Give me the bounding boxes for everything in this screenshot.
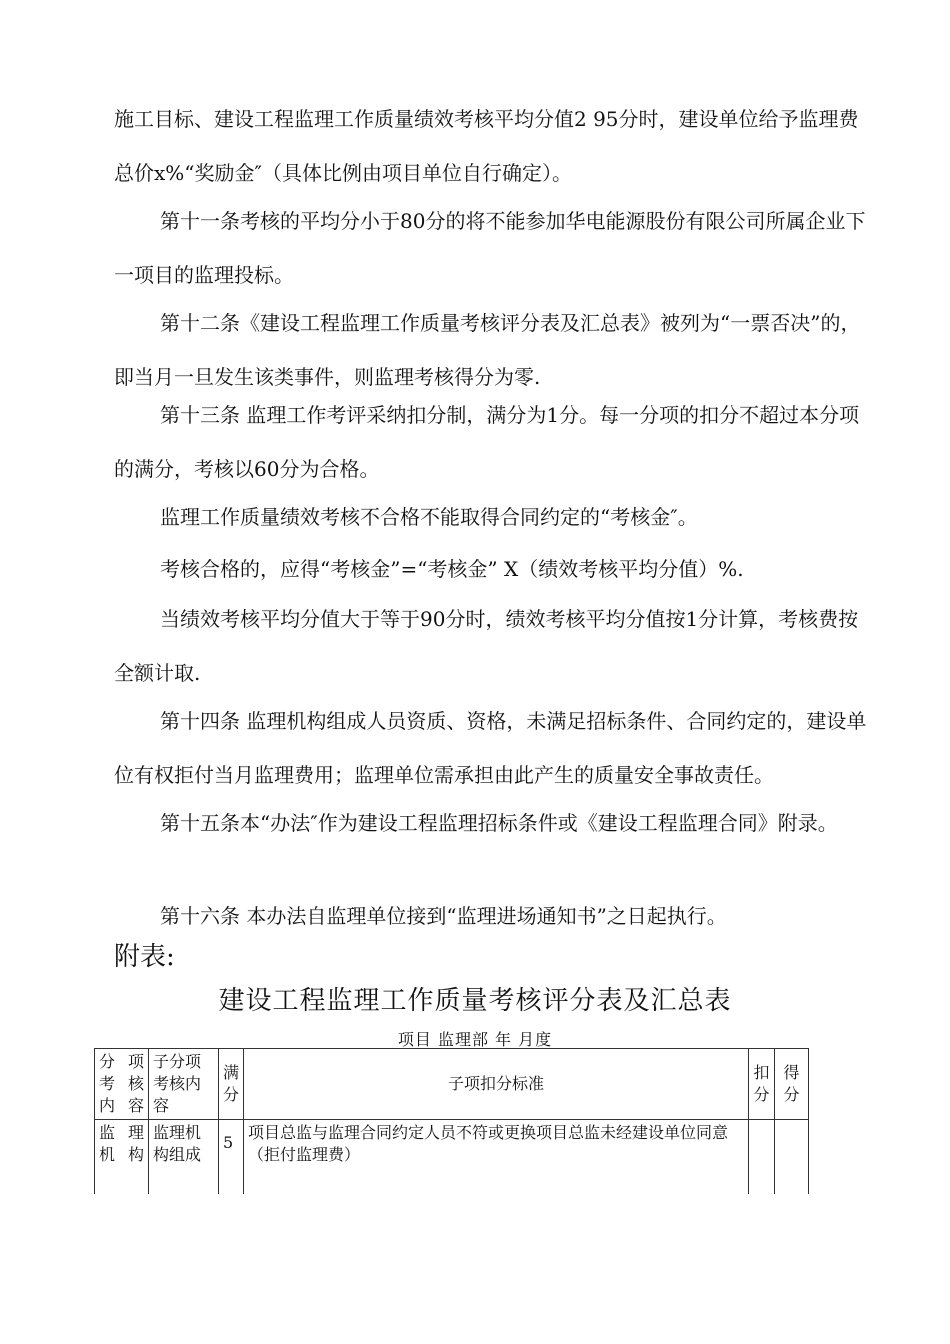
paragraph-article-12: 第十二条《建设工程监理工作质量考核评分表及汇总表》被列为“一票否决”的，即当月一旦发生该类事件，则监理考核得分为零. (114, 311, 861, 389)
paragraph-article-14: 第十四条 监理机构组成人员资质、资格，未满足招标条件、合同约定的，建设单位有权拒付当月监理费用；监理单位需承担由此产生的质量安全事故责任。 (114, 709, 867, 787)
table-row (95, 1120, 809, 1195)
score-table (94, 1048, 809, 1194)
header-category: 分项考核内容 (95, 1049, 149, 1120)
cell-full-score: 5 (219, 1120, 244, 1195)
table-title: 建设工程监理工作质量考核评分表及汇总表 (218, 986, 732, 1016)
cell-sub-item: 监理机构组成 (149, 1120, 219, 1195)
header-criteria: 子项扣分标准 (244, 1049, 749, 1120)
cell-criteria: 项目总监与监理合同约定人员不符或更换项目总监未经建设单位同意（拒付监理费） (244, 1120, 749, 1195)
table-header-row (95, 1049, 809, 1120)
header-deduction: 扣分 (749, 1049, 775, 1120)
cell-score (775, 1120, 809, 1195)
cell-deduction (749, 1120, 775, 1195)
table-subtitle: 项目 监理部 年 月度 (397, 1030, 553, 1049)
paragraph-unqualified: 监理工作质量绩效考核不合格不能取得合同约定的“考核金″。 (160, 505, 698, 529)
paragraph-article-15: 第十五条本“办法″作为建设工程监理招标条件或《建设工程监理合同》附录。 (160, 811, 838, 835)
paragraph-reward-clause: 施工目标、建设工程监理工作质量绩效考核平均分值2 95分时，建设单位给予监理费总价x%“奖励金″（具体比例由项目单位自行确定）。 (114, 107, 859, 185)
paragraph-full-fee: 当绩效考核平均分值大于等于90分时，绩效考核平均分值按1分计算，考核费按全额计取. (114, 607, 859, 685)
appendix-label: 附表: (114, 942, 175, 972)
header-score: 得分 (775, 1049, 809, 1120)
header-sub-item: 子分项考核内容 (149, 1049, 219, 1120)
paragraph-article-13: 第十三条 监理工作考评采纳扣分制，满分为1分。每一分项的扣分不超过本分项的满分，考核以60分为合格。 (114, 403, 860, 481)
paragraph-article-16: 第十六条 本办法自监理单位接到“监理进场通知书”之日起执行。 (160, 904, 727, 928)
paragraph-article-11: 第十一条考核的平均分小于80分的将不能参加华电能源股份有限公司所属企业下一项目的监理投标。 (114, 209, 866, 287)
header-full-score: 满分 (219, 1049, 244, 1120)
paragraph-qualified-formula: 考核合格的，应得“考核金”=“考核金” X（绩效考核平均分值）%. (160, 557, 744, 581)
cell-category: 监理机构 (95, 1120, 149, 1195)
